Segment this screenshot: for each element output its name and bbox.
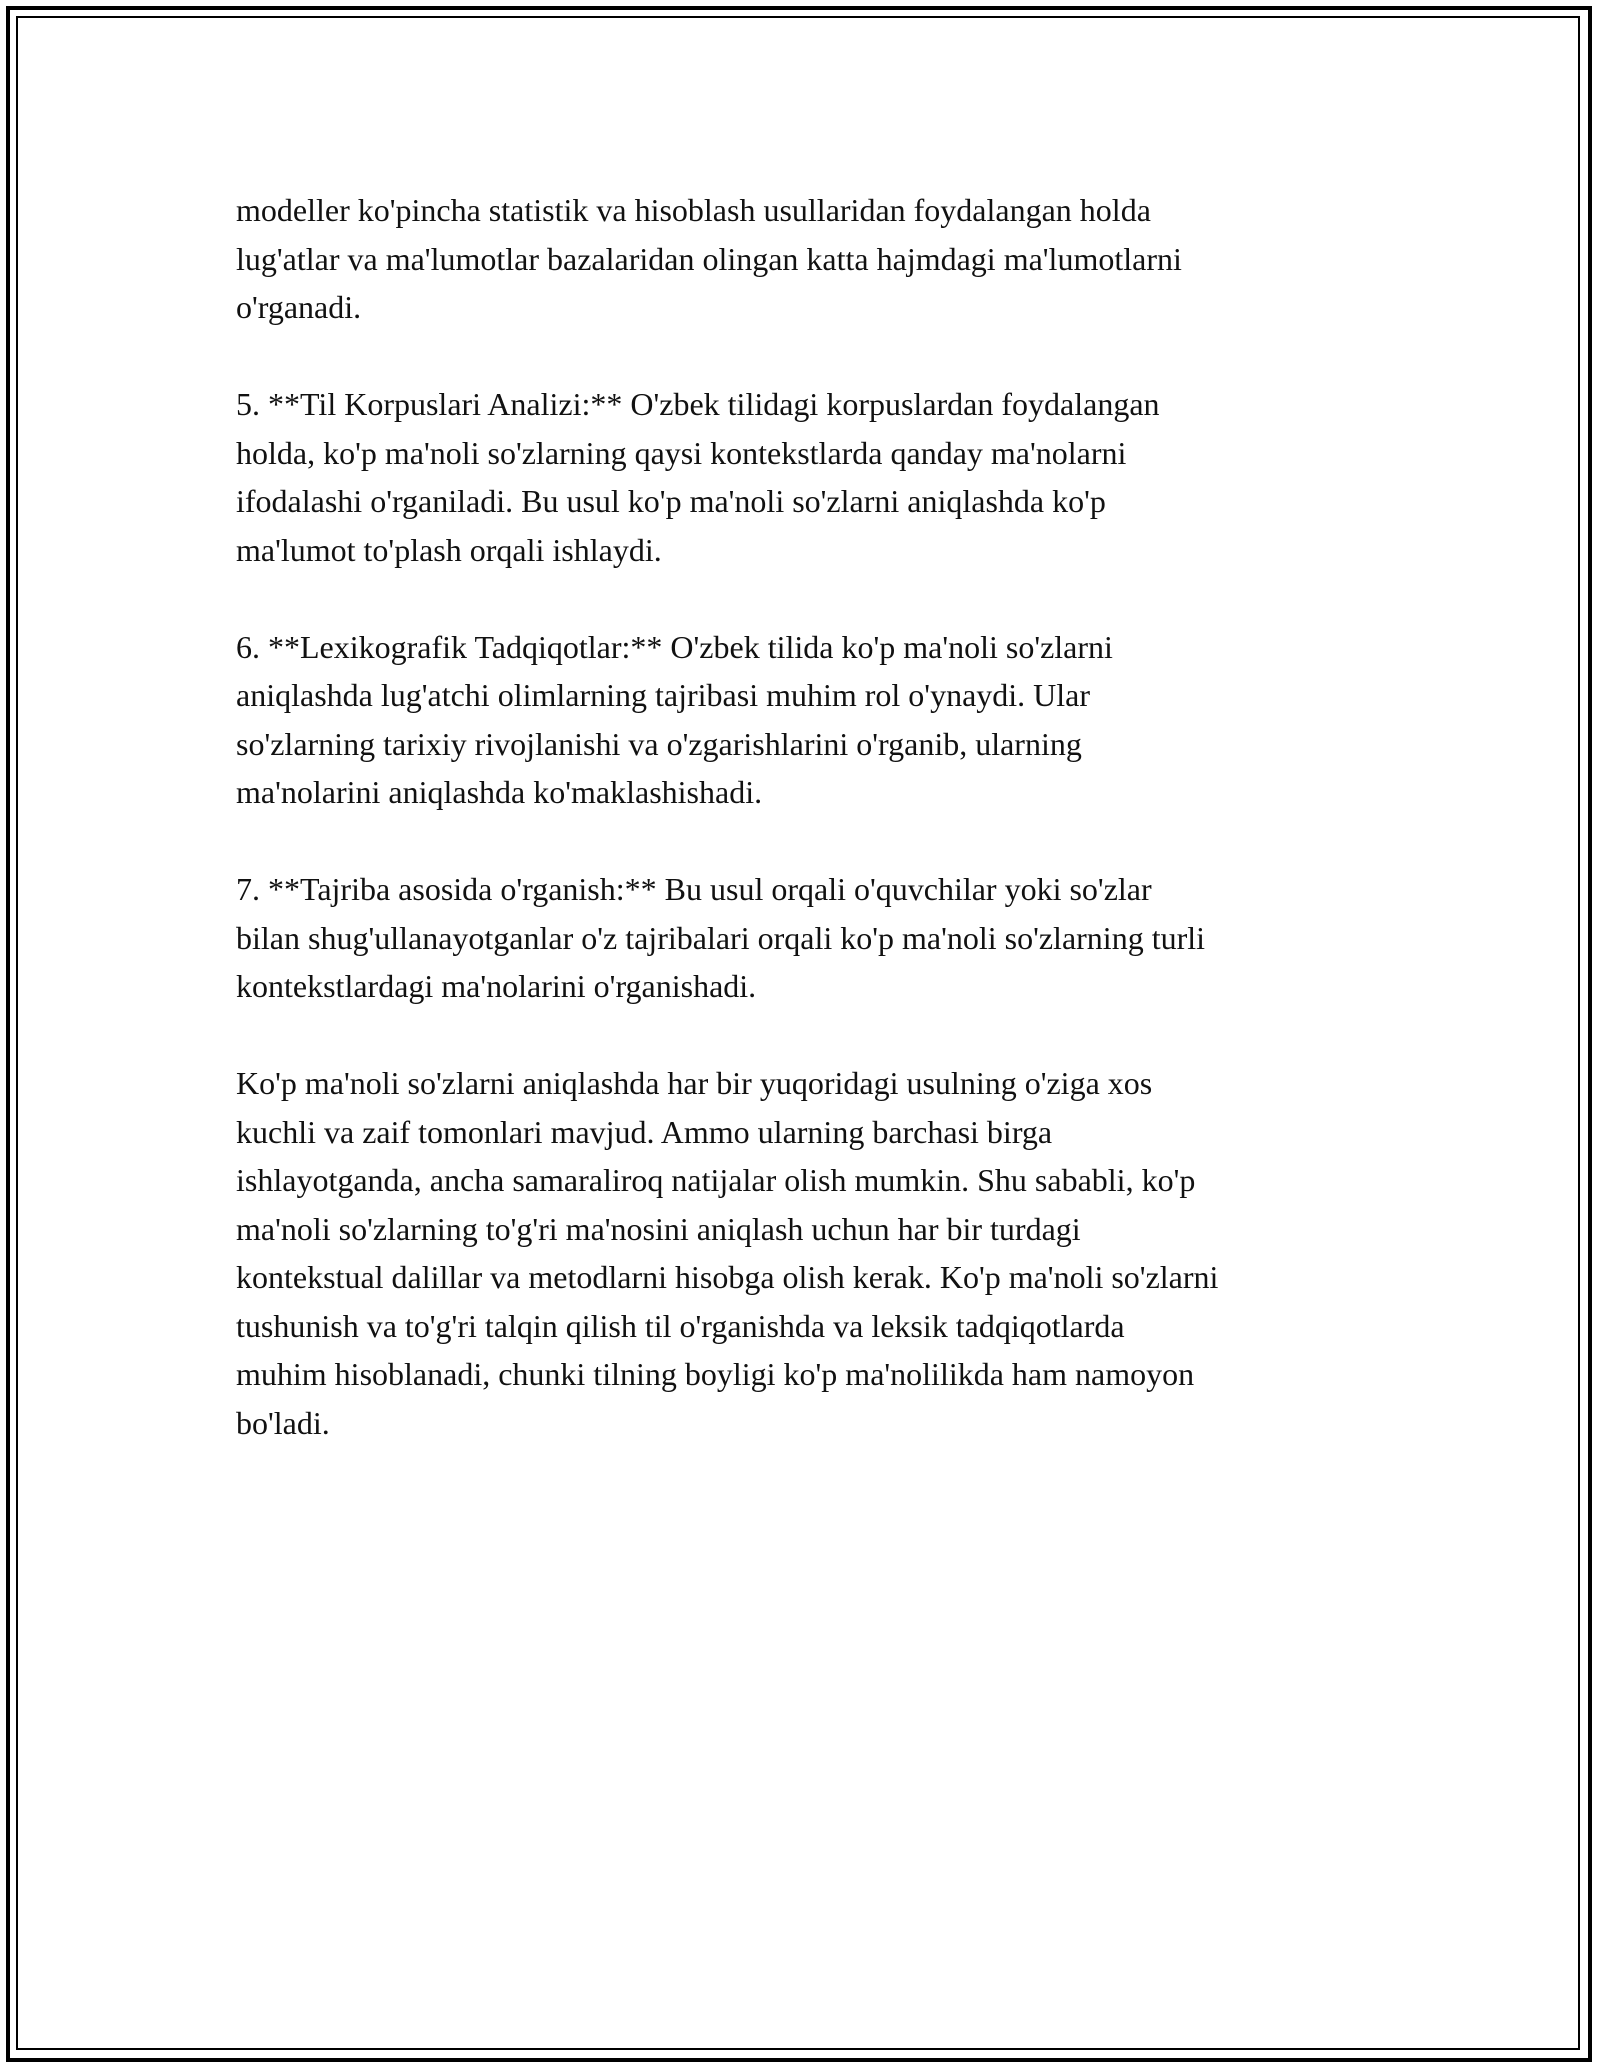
paragraph-intro-continuation: modeller ko'pincha statistik va hisoblash usullaridan foydalangan holda lug'atlar va ma'lumotlar bazalaridan olingan katta hajmdagi ma'lumotlarni o'rganadi. bbox=[236, 192, 1182, 325]
paragraph-item-7: 7. **Tajriba asosida o'rganish:** Bu usul orqali o'quvchilar yoki so'zlar bilan shug'ullanayotganlar o'z tajribalari orqali ko'p ma'noli so'zlarning turli kontekstlardagi ma'nolarini o'rganishadi. bbox=[236, 871, 1206, 1004]
paragraph-conclusion: Ko'p ma'noli so'zlarni aniqlashda har bir yuqoridagi usulning o'ziga xos kuchli va zaif tomonlari mavjud. Ammo ularning barchasi birga ishlayotganda, ancha samaraliroq natijalar olish mumkin. Shu sababli, ko'p ma'noli so'zlarning to'g'ri ma'nosini aniqlash uchun har bir turdagi kontekstual dalillar va metodlarni hisobga olish kerak. Ko'p ma'noli so'zlarni tushunish va to'g'ri talqin qilish til o'rganishda va leksik tadqiqotlarda muhim hisoblanadi, chunki tilning boyligi ko'p ma'nolilikda ham namoyon bo'ladi. bbox=[236, 1065, 1219, 1441]
paragraph-item-5: 5. **Til Korpuslari Analizi:** O'zbek tilidagi korpuslardan foydalangan holda, ko'p ma'noli so'zlarning qaysi kontekstlarda qanday ma'nolarni ifodalashi o'rganiladi. Bu usul ko'p ma'noli so'zlarni aniqlashda ko'p ma'lumot to'plash orqali ishlaydi. bbox=[236, 386, 1160, 568]
paragraph-item-6: 6. **Lexikografik Tadqiqotlar:** O'zbek tilida ko'p ma'noli so'zlarni aniqlashda lug'atchi olimlarning tajribasi muhim rol o'ynaydi. Ular so'zlarning tarixiy rivojlanishi va o'zgarishlarini o'rganib, ularning ma'nolarini aniqlashda ko'maklashishadi. bbox=[236, 628, 1113, 810]
document-body bbox=[236, 186, 1386, 1496]
